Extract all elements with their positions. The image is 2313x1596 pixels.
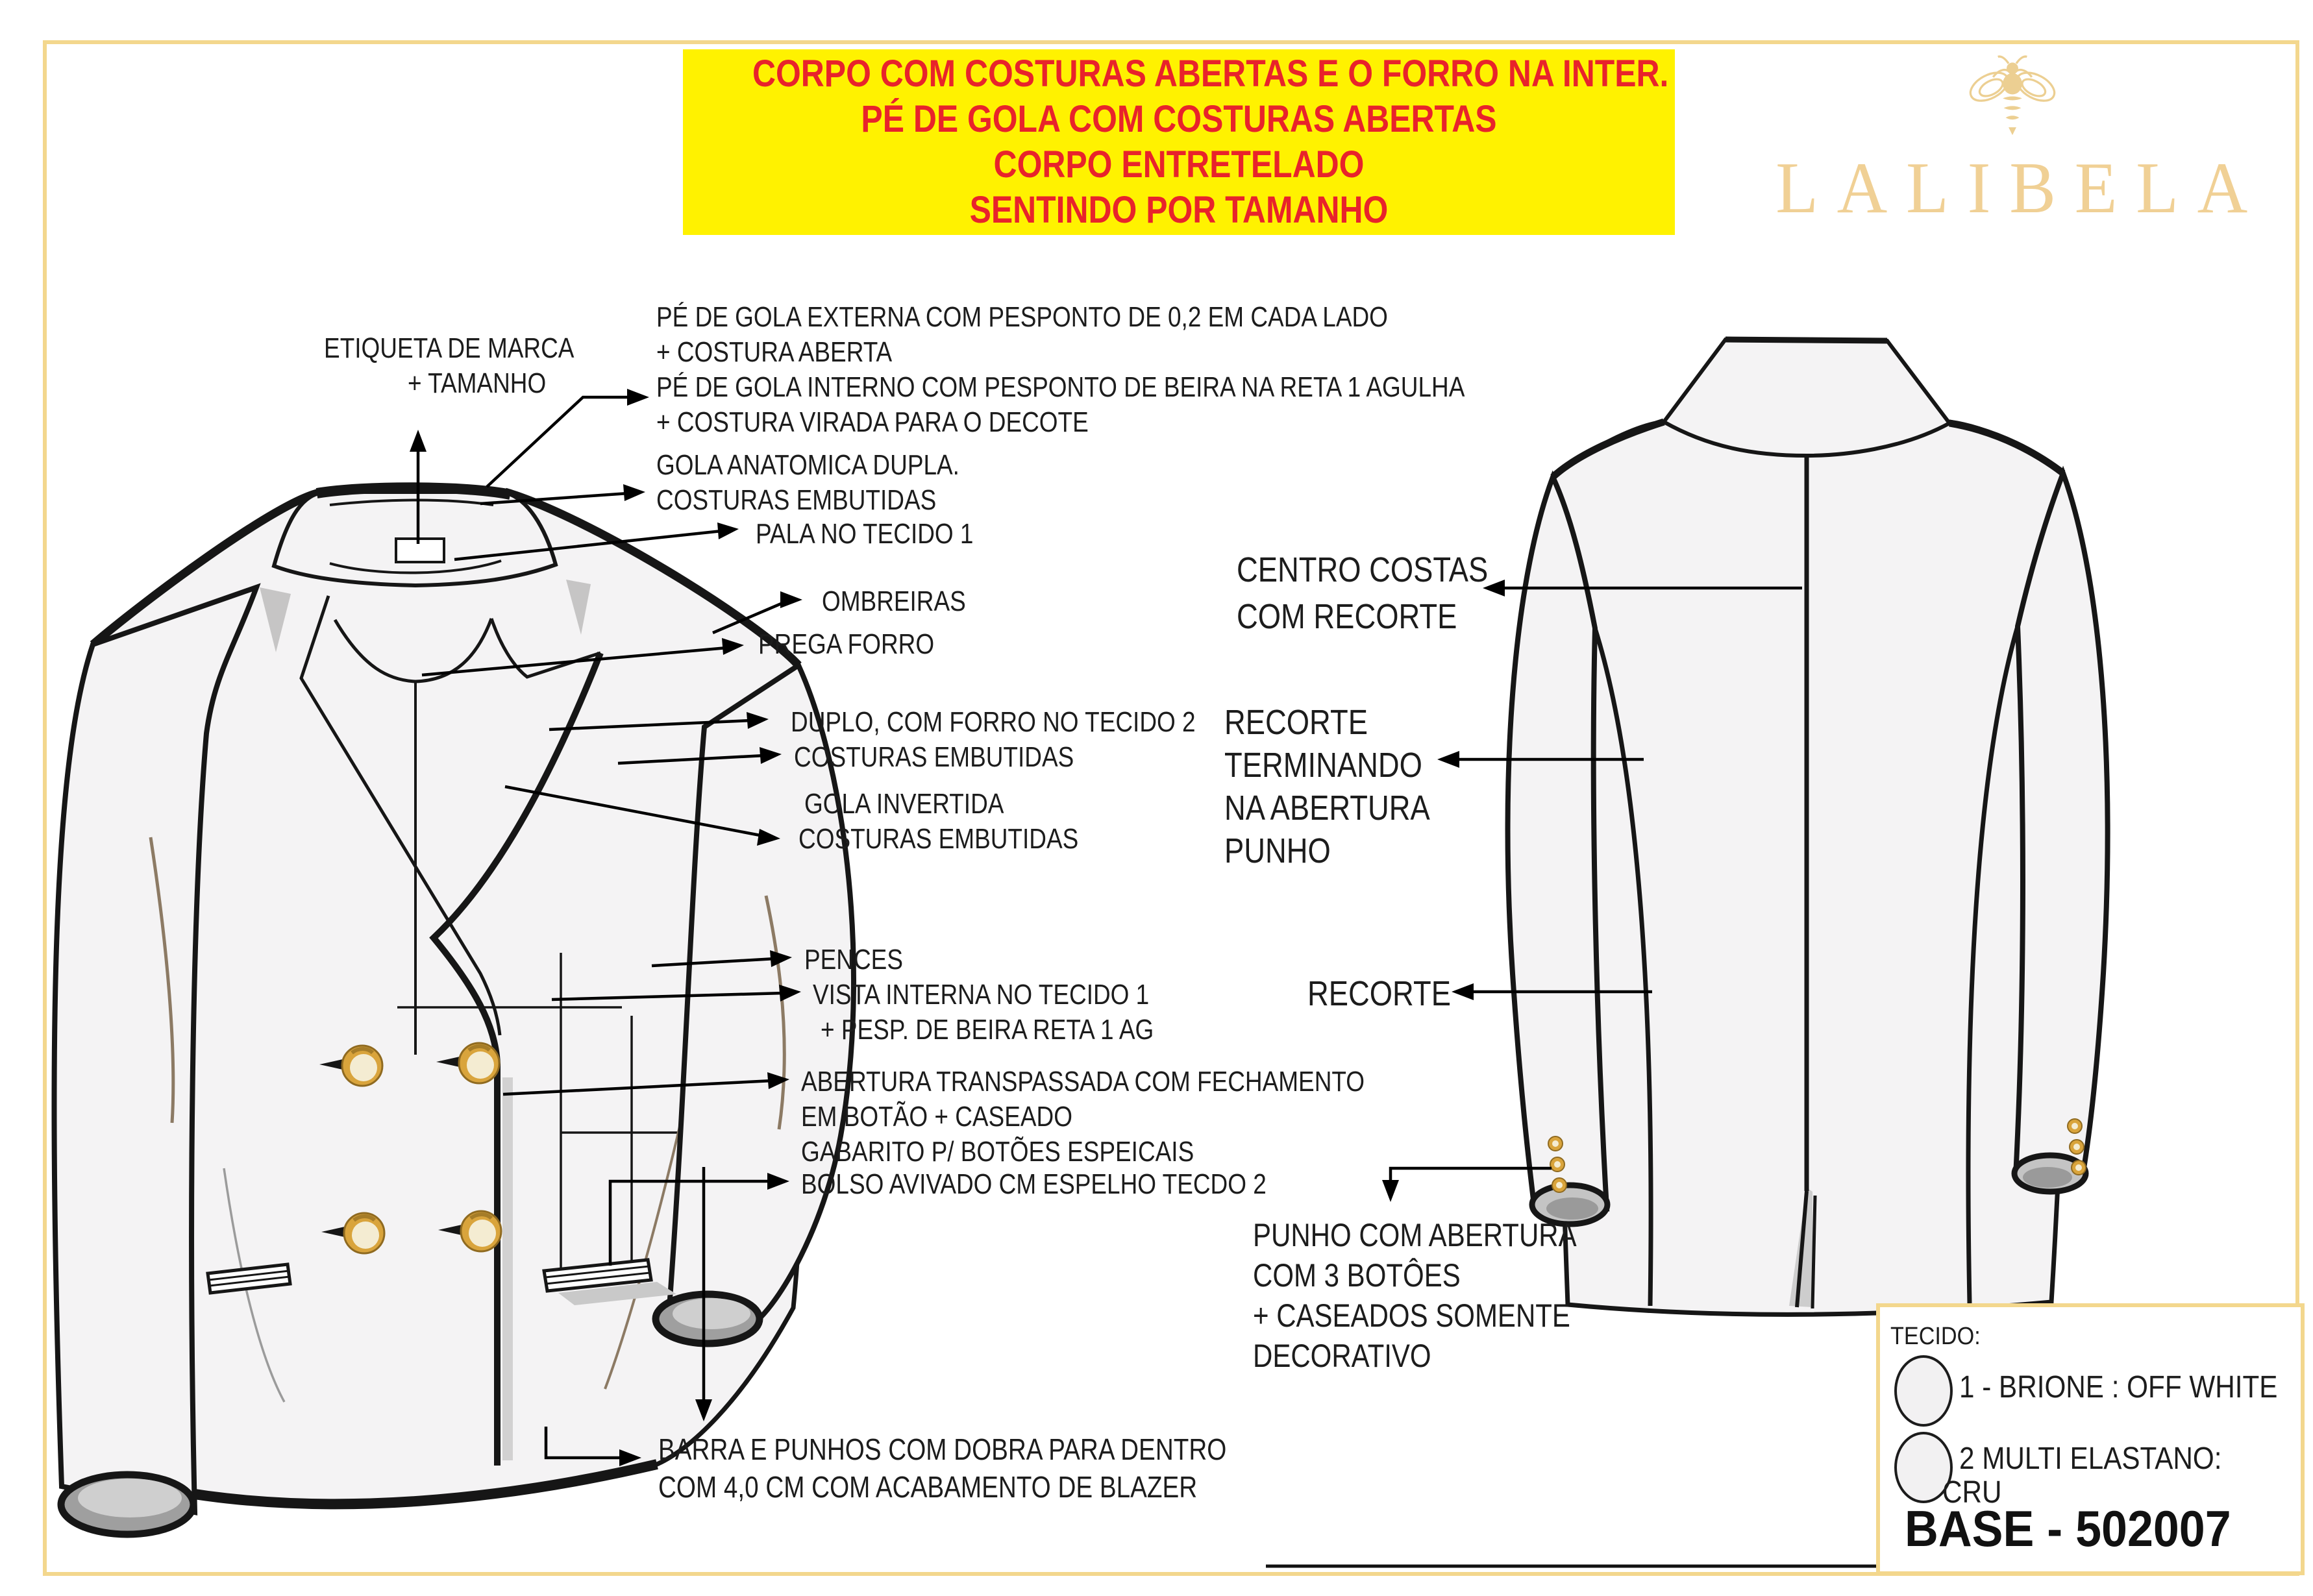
callout-barra-line2: COM 4,0 CM COM ACABAMENTO DE BLAZER bbox=[658, 1470, 1198, 1504]
header-banner bbox=[683, 49, 1675, 235]
callout-centro-costas-line2: COM RECORTE bbox=[1237, 597, 1457, 636]
callout-vista-line2: + PESP. DE BEIRA RETA 1 AG bbox=[821, 1014, 1154, 1046]
back-view-drawing bbox=[1508, 339, 2108, 1314]
legend-item-2-label-line2: CRU bbox=[1942, 1475, 2002, 1510]
callout-recorte-terminando-line3: NA ABERTURA bbox=[1224, 789, 1430, 828]
callout-gola-anatomica-line2: COSTURAS EMBUTIDAS bbox=[656, 484, 937, 516]
banner-line: CORPO COM COSTURAS ABERTAS E O FORRO NA INTER. bbox=[752, 53, 1669, 95]
callout-pe-gola-line4: + COSTURA VIRADA PARA O DECOTE bbox=[656, 406, 1089, 438]
fabric-legend-box bbox=[1876, 1303, 2305, 1575]
callout-recorte-terminando-line4: PUNHO bbox=[1224, 831, 1331, 870]
callout-recorte-terminando-line1: RECORTE bbox=[1224, 703, 1368, 742]
callout-abertura-line1: ABERTURA TRANSPASSADA COM FECHAMENTO bbox=[801, 1066, 1365, 1098]
callout-punho-line1: PUNHO COM ABERTURA bbox=[1253, 1217, 1577, 1253]
callout-gabarito: GABARITO P/ BOTÕES ESPEICAIS bbox=[801, 1136, 1194, 1168]
base-code: BASE - 502007 bbox=[1905, 1500, 2231, 1557]
callout-pences: PENCES bbox=[804, 944, 904, 976]
callout-recorte-terminando-line2: TERMINANDO bbox=[1224, 746, 1422, 785]
callout-punho-line3: + CASEADOS SOMENTE bbox=[1253, 1297, 1570, 1334]
legend-title: TECIDO: bbox=[1890, 1323, 1981, 1350]
callout-punho-line2: COM 3 BOTÔES bbox=[1253, 1257, 1461, 1294]
legend-item-1-label: 1 - BRIONE : OFF WHITE bbox=[1959, 1370, 2278, 1405]
brand-name: LALIBELA bbox=[1775, 148, 2267, 228]
callout-pala: PALA NO TECIDO 1 bbox=[756, 518, 974, 550]
bee-icon bbox=[1964, 52, 2061, 143]
callout-recorte: RECORTE bbox=[1307, 974, 1451, 1013]
callout-punho-line4: DECORATIVO bbox=[1253, 1338, 1431, 1374]
callout-pe-gola-line2: + COSTURA ABERTA bbox=[656, 336, 893, 368]
callout-etiqueta-line1: ETIQUETA DE MARCA bbox=[324, 332, 575, 364]
callout-duplo-line2: COSTURAS EMBUTIDAS bbox=[794, 741, 1074, 773]
callout-gola-invertida-line2: COSTURAS EMBUTIDAS bbox=[798, 823, 1079, 855]
size-label-tag bbox=[396, 539, 444, 562]
fabric-swatch-1 bbox=[1894, 1355, 1953, 1427]
callout-prega-forro: PREGA FORRO bbox=[758, 628, 935, 660]
callout-bolso: BOLSO AVIVADO CM ESPELHO TECDO 2 bbox=[801, 1168, 1267, 1200]
callout-gola-anatomica-line1: GOLA ANATOMICA DUPLA. bbox=[656, 449, 959, 481]
banner-line: CORPO ENTRETELADO bbox=[993, 143, 1365, 186]
callout-pe-gola-line1: PÉ DE GOLA EXTERNA COM PESPONTO DE 0,2 EM CADA LADO bbox=[656, 301, 1388, 333]
callout-etiqueta-line2: + TAMANHO bbox=[407, 367, 547, 399]
callout-centro-costas-line1: CENTRO COSTAS bbox=[1237, 550, 1489, 589]
callout-duplo-line1: DUPLO, COM FORRO NO TECIDO 2 bbox=[791, 706, 1196, 738]
brand-logo bbox=[1766, 52, 2267, 230]
callout-barra-line1: BARRA E PUNHOS COM DOBRA PARA DENTRO bbox=[658, 1432, 1227, 1466]
banner-line: PÉ DE GOLA COM COSTURAS ABERTAS bbox=[861, 98, 1497, 140]
callout-pe-gola-line3: PÉ DE GOLA INTERNO COM PESPONTO DE BEIRA NA RETA 1 AGULHA bbox=[656, 371, 1465, 403]
callout-abertura-line2: EM BOTÃO + CASEADO bbox=[801, 1101, 1072, 1133]
callout-vista-line1: VISTA INTERNA NO TECIDO 1 bbox=[813, 979, 1150, 1011]
legend-item-2-label: 2 MULTI ELASTANO: bbox=[1959, 1442, 2222, 1476]
callout-ombreiras: OMBREIRAS bbox=[822, 585, 966, 617]
banner-line: SENTINDO POR TAMANHO bbox=[969, 189, 1389, 231]
callout-gola-invertida-line1: GOLA INVERTIDA bbox=[804, 788, 1004, 820]
